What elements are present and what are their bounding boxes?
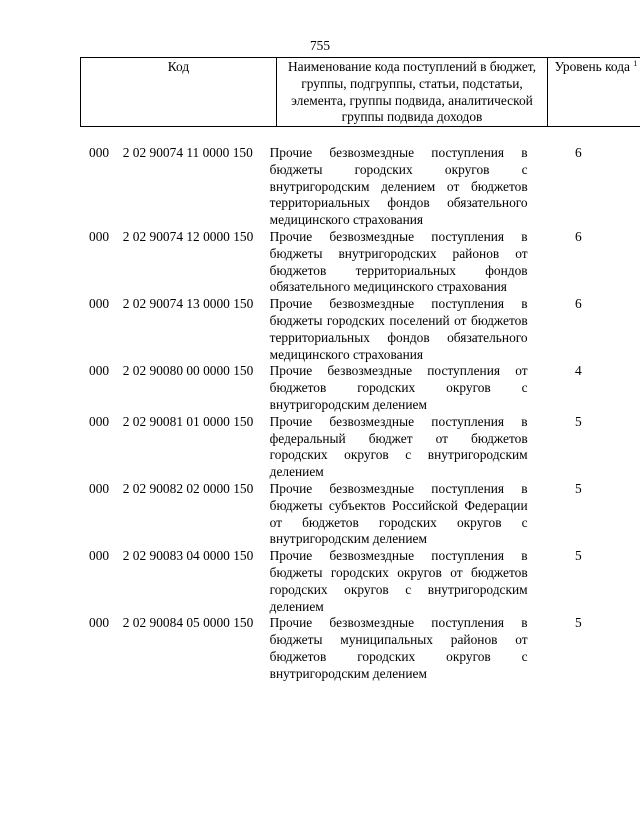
table-header (80, 57, 640, 127)
row-level: 5 (574, 548, 582, 564)
header-level-label: Уровень кода (554, 59, 631, 74)
table-row (80, 363, 621, 413)
table-row (80, 615, 621, 682)
header-level-footnote: 1 (633, 59, 638, 68)
table-body (80, 145, 621, 683)
table-row (80, 296, 621, 363)
header-name (277, 58, 548, 127)
row-name: Прочие безвозмездные поступления в бюджеты городских округов с внутригородским делением от бюджетов территориальных фондов обязательного медицинского страхования (269, 145, 528, 228)
table-row (80, 414, 621, 481)
table-row (80, 548, 621, 615)
row-name: Прочие безвозмездные поступления в бюджеты городских поселений от бюджетов территориальных фондов обязательного медицинского страхования (269, 296, 528, 362)
row-code: 2 02 90074 13 0000 150 (122, 296, 254, 312)
row-level: 4 (574, 363, 582, 379)
row-code: 2 02 90082 02 0000 150 (122, 480, 254, 496)
header-level (548, 58, 640, 127)
row-prefix: 000 (89, 615, 110, 631)
row-name: Прочие безвозмездные поступления в бюджеты городских округов от бюджетов городских округов с внутригородским делением (269, 548, 528, 614)
row-level: 6 (574, 228, 582, 244)
row-code: 2 02 90083 04 0000 150 (122, 548, 254, 564)
row-prefix: 000 (89, 413, 110, 429)
table-row (80, 229, 621, 296)
row-prefix: 000 (89, 363, 110, 379)
table-row (80, 481, 621, 548)
row-code: 2 02 90081 01 0000 150 (122, 413, 254, 429)
row-prefix: 000 (89, 145, 110, 160)
row-prefix: 000 (89, 228, 110, 244)
row-name: Прочие безвозмездные поступления в бюджеты муниципальных районов от бюджетов городских округов с внутригородским делением (269, 615, 528, 681)
header-code (81, 58, 277, 127)
page-number: 755 (309, 38, 331, 53)
row-code: 2 02 90084 05 0000 150 (122, 615, 254, 631)
row-code: 2 02 90074 11 0000 150 (122, 145, 253, 160)
row-level: 5 (574, 480, 582, 496)
header-code-label: Код (167, 59, 190, 74)
row-name: Прочие безвозмездные поступления от бюджетов городских округов с внутригородским делением (269, 363, 528, 412)
row-prefix: 000 (89, 548, 110, 564)
row-level: 6 (574, 145, 582, 160)
table-row (80, 145, 621, 229)
row-code: 2 02 90074 12 0000 150 (122, 228, 254, 244)
row-level: 6 (574, 296, 582, 312)
row-name: Прочие безвозмездные поступления в бюджеты субъектов Российской Федерации от бюджетов городских округов с внутригородским делением (269, 480, 528, 547)
row-level: 5 (574, 615, 582, 631)
row-name: Прочие безвозмездные поступления в бюджеты внутригородских районов от бюджетов территориальных фондов обязательного медицинского страхования (269, 228, 528, 295)
row-level: 5 (574, 413, 582, 429)
row-name: Прочие безвозмездные поступления в федеральный бюджет от бюджетов городских округов с внутригородским делением (269, 413, 528, 480)
row-prefix: 000 (89, 296, 110, 312)
row-code: 2 02 90080 00 0000 150 (122, 363, 254, 379)
header-name-label: Наименование кода поступлений в бюджет, группы, подгруппы, статьи, подстатьи, элемента, группы подвида, аналитической группы подвида доходов (288, 59, 536, 125)
row-prefix: 000 (89, 480, 110, 496)
